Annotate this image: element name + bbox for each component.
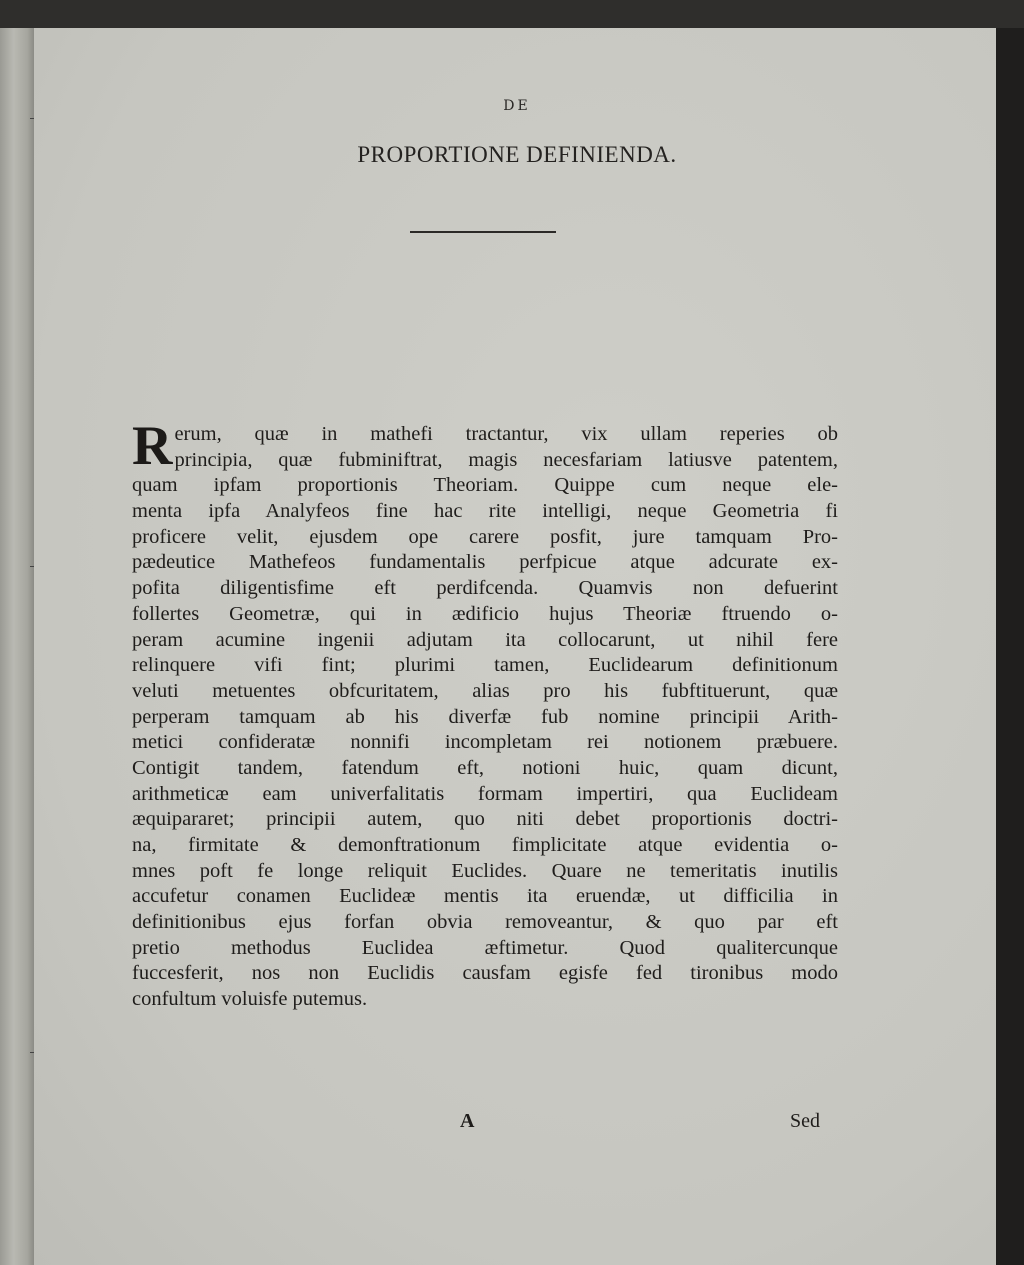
text-line: quam ipfam proportionis Theoriam. Quippe cum neque ele- bbox=[132, 474, 838, 497]
signature-mark: A bbox=[460, 1110, 475, 1132]
drop-cap: R bbox=[132, 415, 173, 477]
text-line: perperam tamquam ab his diverfæ fub nomine principii Arith- bbox=[132, 705, 838, 728]
text-line: relinquere vifi fint; plurimi tamen, Euclidearum definitionum bbox=[132, 654, 838, 677]
text-line: na, firmitate & demonftrationum fimplicitate atque evidentia o- bbox=[132, 834, 838, 856]
text-line: definitionibus ejus forfan obvia removeantur, & quo par eft bbox=[132, 911, 838, 934]
text-line: peram acumine ingenii adjutam ita collocarunt, ut nihil fere bbox=[132, 628, 838, 651]
text-line: menta ipfa Analyfeos fine hac rite intelligi, neque Geometria fi bbox=[132, 500, 838, 523]
text-line: confultum voluisfe putemus. bbox=[132, 988, 368, 1011]
text-line: fuccesferit, nos non Euclidis causfam egisfe fed tironibus modo bbox=[132, 962, 838, 985]
page-title: PROPORTIONE DEFINIENDA. bbox=[357, 142, 677, 167]
title-rule bbox=[410, 231, 556, 233]
text-line: erum, quæ in mathefi tractantur, vix ullam reperies ob bbox=[174, 423, 838, 445]
text-line: pretio methodus Euclidea æftimetur. Quod qualitercunque bbox=[132, 936, 838, 959]
text-line: mnes poft fe longe reliquit Euclides. Quare ne temeritatis inutilis bbox=[132, 859, 838, 882]
background-edge bbox=[996, 28, 1024, 1265]
text-line: accufetur conamen Euclideæ mentis ita eruendæ, ut difficilia in bbox=[132, 885, 838, 908]
text-line: arithmeticæ eam univerfalitatis formam impertiri, qua Euclideam bbox=[132, 782, 838, 805]
text-line: veluti metuentes obfcuritatem, alias pro his fubftituerunt, quæ bbox=[132, 679, 838, 702]
text-line: æquipararet; principii autem, quo niti debet proportionis doctri- bbox=[132, 808, 838, 831]
text-line: pofita diligentisfime eft perdifcenda. Quamvis non defuerint bbox=[132, 577, 838, 600]
text-line: principia, quæ fubminiftrat, magis necesfariam latiusve patentem, bbox=[174, 448, 838, 471]
text-line: proficere velit, ejusdem ope carere posfit, jure tamquam Pro- bbox=[132, 525, 838, 548]
text-line: Contigit tandem, fatendum eft, notioni huic, quam dicunt, bbox=[132, 756, 838, 779]
main-paragraph bbox=[132, 415, 838, 1013]
previous-page-edge bbox=[0, 28, 35, 1265]
book-page bbox=[34, 28, 1000, 1265]
text-line: pædeutice Mathefeos fundamentalis perfpicue atque adcurate ex- bbox=[132, 551, 838, 574]
text-line: follertes Geometræ, qui in ædificio hujus Theoriæ ftruendo o- bbox=[132, 602, 838, 625]
text-line: metici confideratæ nonnifi incompletam rei notionem præbuere. bbox=[132, 731, 838, 754]
catchword: Sed bbox=[790, 1110, 820, 1132]
running-head: DE bbox=[503, 98, 531, 114]
